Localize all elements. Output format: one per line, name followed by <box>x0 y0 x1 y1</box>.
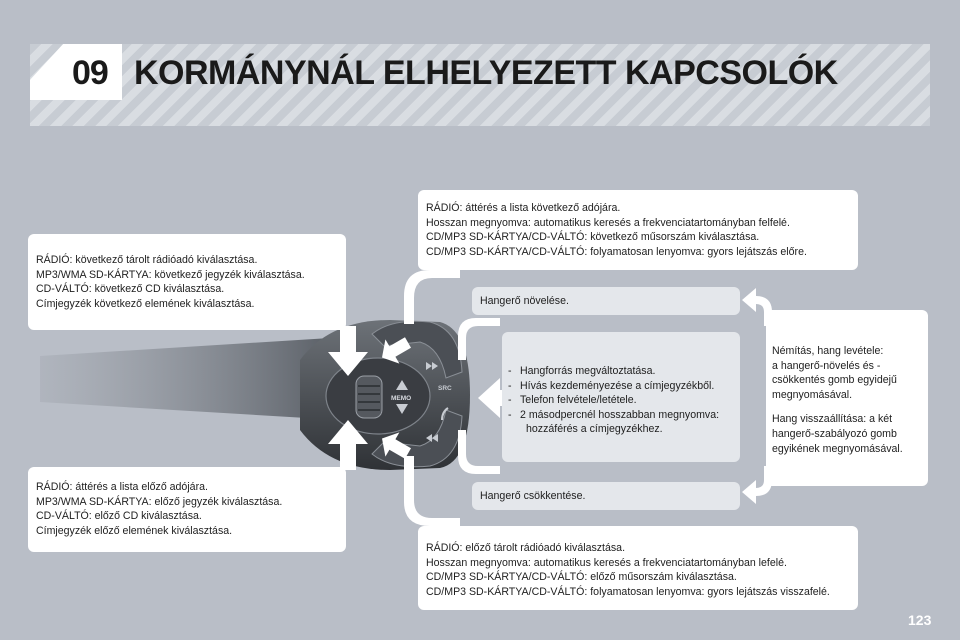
text-line: csökkentés gomb egyidejű <box>772 374 897 387</box>
text-line: Hang visszaállítása: a két <box>772 413 893 426</box>
text-line: CD/MP3 SD-KÁRTYA/CD-VÁLTÓ: előző műsorszám kiválasztása. <box>426 571 737 584</box>
list-item: - Hívás kezdeményezése a címjegyzékből. <box>508 379 715 392</box>
text-line: Hosszan megnyomva: automatikus keresés a frekvenciatartományban felfelé. <box>426 216 790 229</box>
arrow-volume-up-curve <box>458 318 500 360</box>
text-line: Hosszan megnyomva: automatikus keresés a frekvenciatartományban lefelé. <box>426 556 787 569</box>
list-item: - 2 másodpercnél hosszabban megnyomva: <box>508 408 720 421</box>
text-line: RÁDIÓ: áttérés a lista előző adójára. <box>36 481 208 493</box>
list-item-continuation: hozzáférés a címjegyzékhez. <box>526 423 663 436</box>
text-line: RÁDIÓ: áttérés a lista következő adójára. <box>426 202 621 214</box>
list-item: - Telefon felvétele/letétele. <box>508 394 637 407</box>
info-box-source <box>502 332 740 462</box>
text-line: Címjegyzék következő elemének kiválasztása. <box>36 297 255 310</box>
text-line: RÁDIÓ: előző tárolt rádióadó kiválasztása. <box>426 542 626 554</box>
volume-down-text: Hangerő csökkentése. <box>480 490 586 502</box>
text-line: MP3/WMA SD-KÁRTYA: következő jegyzék kiválasztása. <box>36 268 305 281</box>
info-box-next-track <box>418 190 858 270</box>
arrow-next-top-curve <box>404 270 460 324</box>
volume-up-text: Hangerő növelése. <box>480 295 569 307</box>
text-line: CD/MP3 SD-KÁRTYA/CD-VÁLTÓ: folyamatosan lenyomva: gyors lejátszás előre. <box>426 245 807 258</box>
stalk-arm <box>40 338 340 420</box>
page-title: KORMÁNYNÁL ELHELYEZETT KAPCSOLÓK <box>134 54 838 92</box>
text-line: MP3/WMA SD-KÁRTYA: előző jegyzék kiválasztása. <box>36 495 283 508</box>
info-box-next-preset <box>28 234 346 330</box>
text-line: Némítás, hang levétele: <box>772 345 884 357</box>
info-box-previous-station <box>28 467 346 552</box>
text-line: Címjegyzék előző elemének kiválasztása. <box>36 524 233 537</box>
text-line: hangerő-szabályozó gomb <box>772 427 897 440</box>
text-line: egyikének megnyomásával. <box>772 442 903 455</box>
list-item: - Hangforrás megváltoztatása. <box>508 365 656 377</box>
info-box-previous-preset <box>418 526 858 610</box>
text-line: CD/MP3 SD-KÁRTYA/CD-VÁLTÓ: folyamatosan lenyomva: gyors lejátszás visszafelé. <box>426 585 830 598</box>
arrow-volume-down-curve <box>458 430 500 474</box>
text-line: a hangerő-növelés és - <box>772 359 881 372</box>
text-line: CD-VÁLTÓ: előző CD kiválasztása. <box>36 510 202 523</box>
info-box-volume-down <box>472 482 740 510</box>
text-line: megnyomásával. <box>772 388 853 401</box>
memo-label: MEMO <box>391 395 412 402</box>
text-line: RÁDIÓ: következő tárolt rádióadó kiválasztása. <box>36 254 258 266</box>
src-label: SRC <box>438 385 452 392</box>
chapter-number: 09 <box>72 54 108 92</box>
text-line: CD-VÁLTÓ: következő CD kiválasztása. <box>36 283 225 296</box>
text-line: CD/MP3 SD-KÁRTYA/CD-VÁLTÓ: következő műsorszám kiválasztása. <box>426 231 760 244</box>
page-number: 123 <box>908 612 932 628</box>
scroll-wheel <box>356 376 382 418</box>
info-box-volume-up <box>472 287 740 315</box>
info-box-mute <box>766 310 928 486</box>
